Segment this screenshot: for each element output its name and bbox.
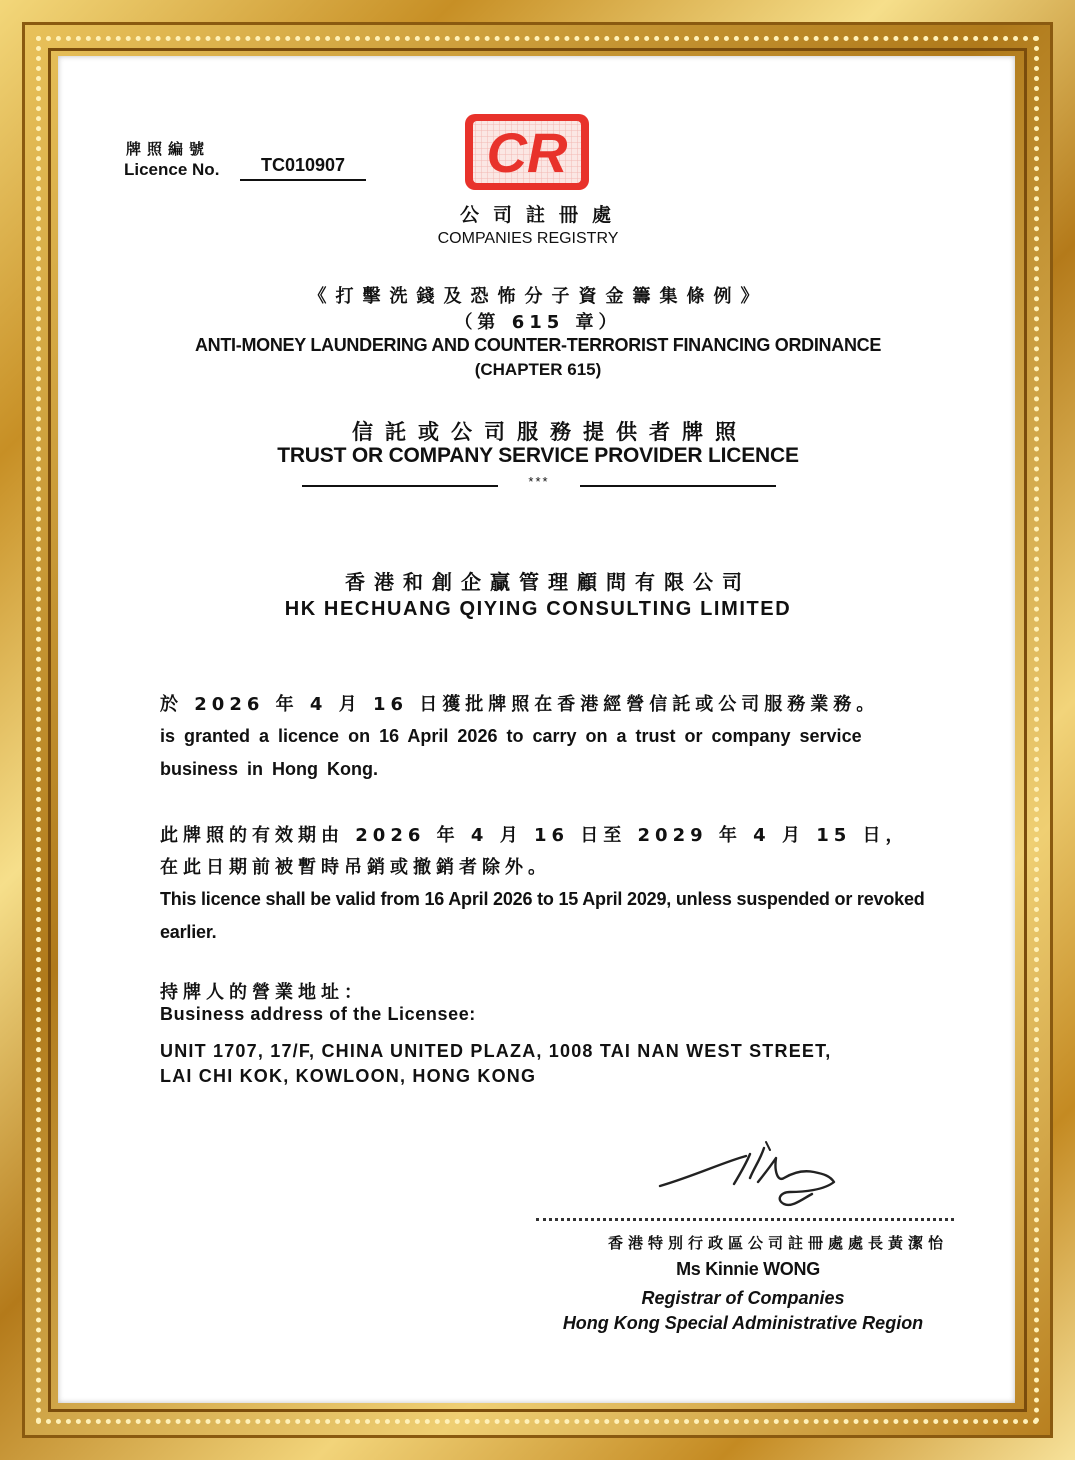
address-line-2: LAI CHI KOK, KOWLOON, HONG KONG <box>160 1066 537 1086</box>
divider-line-left <box>302 485 498 487</box>
business-address <box>160 1039 930 1089</box>
licence-no-label-en: Licence No. <box>124 160 220 179</box>
signature-line <box>536 1218 954 1221</box>
licence-no-label-zh: 牌照編號 <box>126 140 211 158</box>
registrar-region-en: Hong Kong Special Administrative Region <box>562 1313 924 1333</box>
ordinance-chapter-zh: （第 615 章） <box>454 312 622 333</box>
address-label-zh: 持牌人的營業地址： <box>160 982 367 1003</box>
ordinance-chapter-en: (CHAPTER 615) <box>474 360 602 379</box>
ordinance-title-zh: 《打擊洗錢及恐怖分子資金籌集條例》 <box>308 286 768 307</box>
validity-statement-zh: 此牌照的有效期由 2026 年 4 月 16 日至 2029 年 4 月 15 日，在此日期前被暫時吊銷或撤銷者除外。 <box>160 825 909 878</box>
title-divider <box>302 474 776 494</box>
registry-name-en: COMPANIES REGISTRY <box>437 230 619 247</box>
licence-title-en: TRUST OR COMPANY SERVICE PROVIDER LICENCE <box>277 444 799 467</box>
address-label-en: Business address of the Licensee: <box>160 1004 476 1024</box>
licence-title-zh: 信託或公司服務提供者牌照 <box>352 420 748 444</box>
registrar-name: Ms Kinnie WONG <box>676 1259 820 1279</box>
ordinance-title-en: ANTI-MONEY LAUNDERING AND COUNTER-TERRORIST FINANCING ORDINANCE <box>194 335 882 355</box>
licensee-name-zh: 香港和創企贏管理顧問有限公司 <box>345 570 751 594</box>
certificate-paper <box>58 56 1015 1403</box>
grant-statement-zh: 於 2026 年 4 月 16 日獲批牌照在香港經營信託或公司服務業務。 <box>160 694 880 715</box>
grant-statement-en: is granted a licence on 16 April 2026 to carry on a trust or company service business in Hong Kong. <box>160 726 862 779</box>
divider-line-right <box>580 485 776 487</box>
licence-no-value: TC010907 <box>240 155 366 181</box>
companies-registry-logo <box>463 112 591 192</box>
registrar-title-en: Registrar of Companies <box>641 1288 845 1308</box>
registry-name-zh: 公司註冊處 <box>459 204 625 226</box>
licensee-name-en: HK HECHUANG QIYING CONSULTING LIMITED <box>284 598 792 620</box>
logo-text: CR <box>486 121 568 184</box>
divider-stars: *** <box>528 474 550 489</box>
address-line-1: UNIT 1707, 17/F, CHINA UNITED PLAZA, 1008 TAI NAN WEST STREET, <box>160 1041 832 1061</box>
validity-statement-en: This licence shall be valid from 16 April 2026 to 15 April 2029, unless suspended or revoked earlier. <box>160 889 925 942</box>
registrar-title-zh: 香港特別行政區公司註冊處處長黃潔怡 <box>607 1234 948 1252</box>
registrar-signature <box>654 1138 854 1218</box>
